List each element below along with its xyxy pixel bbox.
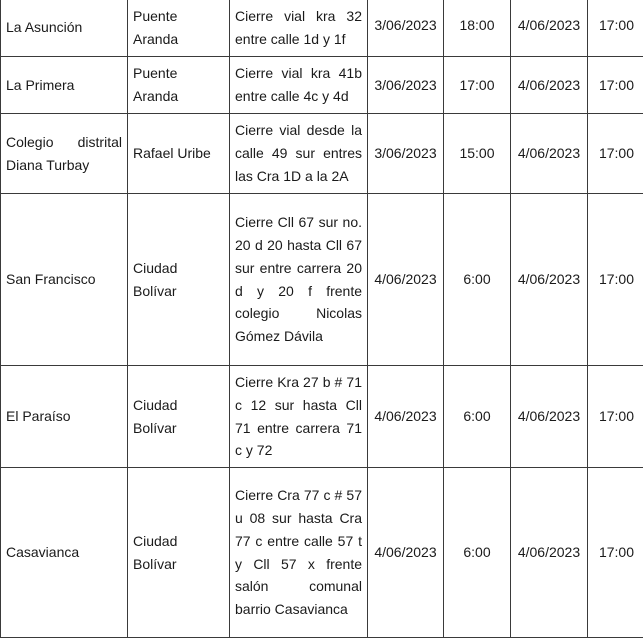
localidad-cell: Ciudad Bolívar [128, 468, 230, 638]
fecha-fin-cell: 4/06/2023 [511, 0, 588, 57]
hora-fin-cell: 17:00 [588, 468, 643, 638]
descripcion-cell: Cierre Cll 67 sur no. 20 d 20 hasta Cll 67 sur entre carrera 20 d y 20 f frente colegio Nicolas Gómez Dávila [230, 194, 368, 366]
hora-inicio-cell: 6:00 [444, 366, 511, 468]
table-row [1, 468, 643, 638]
fecha-inicio-cell: 4/06/2023 [368, 194, 444, 366]
descripcion-cell: Cierre Kra 27 b # 71 c 12 sur hasta Cll 71 entre carrera 71 c y 72 [230, 366, 368, 468]
barrio-cell: La Primera [1, 57, 128, 114]
hora-fin-cell: 17:00 [588, 366, 643, 468]
hora-fin-cell: 17:00 [588, 114, 643, 194]
fecha-inicio-cell: 3/06/2023 [368, 57, 444, 114]
hora-inicio-cell: 6:00 [444, 468, 511, 638]
fecha-fin-cell: 4/06/2023 [511, 366, 588, 468]
localidad-cell: Ciudad Bolívar [128, 194, 230, 366]
fecha-inicio-cell: 3/06/2023 [368, 114, 444, 194]
table-row [1, 0, 643, 57]
descripcion-cell: Cierre vial kra 32 entre calle 1d y 1f [230, 0, 368, 57]
barrio-cell: El Paraíso [1, 366, 128, 468]
localidad-cell: Puente Aranda [128, 57, 230, 114]
hora-inicio-cell: 6:00 [444, 194, 511, 366]
table-row [1, 366, 643, 468]
hora-fin-cell: 17:00 [588, 0, 643, 57]
localidad-cell: Rafael Uribe [128, 114, 230, 194]
descripcion-cell: Cierre vial kra 41b entre calle 4c y 4d [230, 57, 368, 114]
fecha-fin-cell: 4/06/2023 [511, 194, 588, 366]
table-row [1, 57, 643, 114]
table-row [1, 194, 643, 366]
localidad-cell: Puente Aranda [128, 0, 230, 57]
table-row [1, 114, 643, 194]
barrio-cell: La Asunción [1, 0, 128, 57]
hora-fin-cell: 17:00 [588, 57, 643, 114]
fecha-fin-cell: 4/06/2023 [511, 468, 588, 638]
hora-inicio-cell: 18:00 [444, 0, 511, 57]
hora-inicio-cell: 17:00 [444, 57, 511, 114]
fecha-inicio-cell: 4/06/2023 [368, 468, 444, 638]
localidad-cell: Ciudad Bolívar [128, 366, 230, 468]
descripcion-cell: Cierre vial desde la calle 49 sur entres las Cra 1D a la 2A [230, 114, 368, 194]
fecha-fin-cell: 4/06/2023 [511, 57, 588, 114]
fecha-inicio-cell: 3/06/2023 [368, 0, 444, 57]
hora-inicio-cell: 15:00 [444, 114, 511, 194]
hora-fin-cell: 17:00 [588, 194, 643, 366]
barrio-cell: Casavianca [1, 468, 128, 638]
fecha-fin-cell: 4/06/2023 [511, 114, 588, 194]
descripcion-cell: Cierre Cra 77 c # 57 u 08 sur hasta Cra 77 c entre calle 57 t y Cll 57 x frente salón comunal barrio Casavianca [230, 468, 368, 638]
fecha-inicio-cell: 4/06/2023 [368, 366, 444, 468]
barrio-cell: Colegio distrital Diana Turbay [1, 114, 128, 194]
barrio-cell: San Francisco [1, 194, 128, 366]
